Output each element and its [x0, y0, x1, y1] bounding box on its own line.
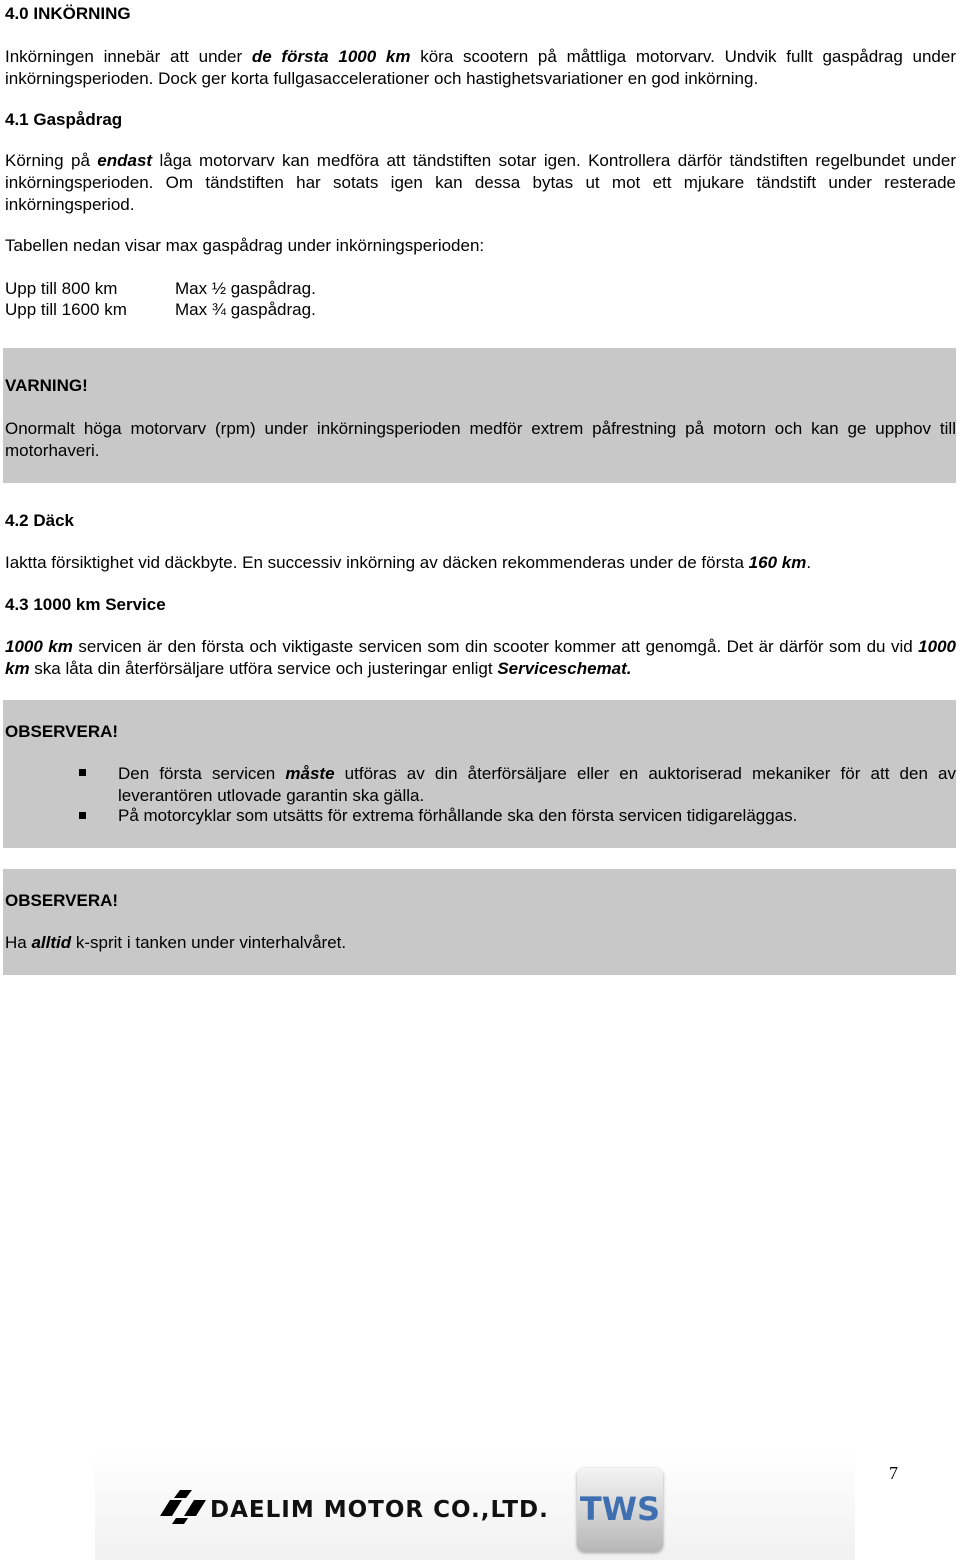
observera-2-text	[5, 932, 956, 954]
bullet-1-text-2: utföras av din återförsäljare eller en auktoriserad mekaniker för att den av leverantören utlovade garantin ska gälla.	[118, 764, 956, 805]
dack-text-1: Iaktta försiktighet vid däckbyte. En successiv inkörning av däcken rekommenderas under de första	[5, 553, 749, 572]
gaspadrag-emphasis: endast	[97, 151, 153, 170]
bullet-item-2: På motorcyklar som utsätts för extrema förhållande ska den första servicen tidigareläggas.	[118, 806, 798, 825]
table-row-1-range: Upp till 800 km	[5, 279, 118, 298]
company-name: DAELIM MOTOR CO.,LTD.	[210, 1497, 549, 1523]
obs2-text-2: k-sprit i tanken under vinterhalvåret.	[71, 933, 347, 952]
section-heading-dack: 4.2 Däck	[5, 511, 74, 530]
section-heading-gaspadrag: 4.1 Gaspådrag	[5, 110, 123, 129]
intro-emphasis: de första 1000 km	[251, 47, 411, 66]
intro-text-2: köra scootern på måttliga motorvarv. Undvik fullt gaspådrag under inkörningsperioden. Dock ger korta fullgasaccelerationer och hastighetsvariationer en god inkörning.	[5, 47, 956, 88]
observera-box-2	[3, 869, 956, 975]
tws-badge-text: TWS	[579, 1490, 661, 1528]
service-schedule-link-text: Serviceschemat.	[497, 659, 632, 678]
dack-text-2: .	[806, 553, 812, 572]
dack-paragraph	[5, 552, 956, 574]
intro-paragraph	[5, 46, 956, 90]
gaspadrag-paragraph	[5, 150, 956, 216]
gaspadrag-text-1: Körning på	[5, 151, 98, 170]
obs2-text-1: Ha	[5, 933, 32, 952]
service-emphasis-2: 1000 km	[5, 637, 956, 678]
page-number: 7	[889, 1463, 898, 1483]
bullet-1-text-1: Den första servicen	[118, 764, 286, 783]
bullet-square-icon	[79, 769, 86, 776]
obs2-emphasis: alltid	[31, 933, 72, 952]
service-emphasis-1: 1000 km	[5, 637, 73, 656]
table-intro: Tabellen nedan visar max gaspådrag under inkörningsperioden:	[5, 236, 485, 255]
bullet-item-1	[118, 763, 956, 807]
service-paragraph	[5, 636, 956, 680]
section-heading-service: 4.3 1000 km Service	[5, 595, 166, 614]
main-heading: 4.0 INKÖRNING	[5, 4, 131, 23]
bullet-1-emphasis: måste	[285, 764, 335, 783]
observera-title-1: OBSERVERA!	[5, 722, 119, 741]
gaspadrag-text-2: låga motorvarv kan medföra att tändstiften sotar igen. Kontrollera därför tändstiften regelbundet under inkörningsperioden. Om tändstiften har sotats igen kan dessa bytas ut mot ett mjukare tändstift under resterade inkörningsperiod.	[5, 151, 956, 214]
footer	[0, 1440, 960, 1560]
table-row-1-limit: Max ½ gaspådrag.	[175, 279, 316, 298]
table-row-2-limit: Max ¾ gaspådrag.	[175, 300, 316, 319]
dack-emphasis: 160 km	[748, 553, 807, 572]
service-text-1: servicen är den första och viktigaste servicen som din scooter kommer att genomgå. Det är därför som du vid	[72, 637, 919, 656]
table-row-2-range: Upp till 1600 km	[5, 300, 127, 319]
intro-text-1: Inkörningen innebär att under	[5, 47, 252, 66]
observera-title-2: OBSERVERA!	[5, 891, 119, 910]
bullet-square-icon	[79, 812, 86, 819]
service-text-2: ska låta din återförsäljare utföra service och justeringar enligt	[29, 659, 498, 678]
tws-badge	[577, 1468, 663, 1552]
warning-text: Onormalt höga motorvarv (rpm) under inkörningsperioden medför extrem påfrestning på motorn och kan ge upphov till motorhaveri.	[5, 419, 956, 460]
warning-box	[3, 348, 956, 483]
warning-title: VARNING!	[5, 376, 88, 395]
